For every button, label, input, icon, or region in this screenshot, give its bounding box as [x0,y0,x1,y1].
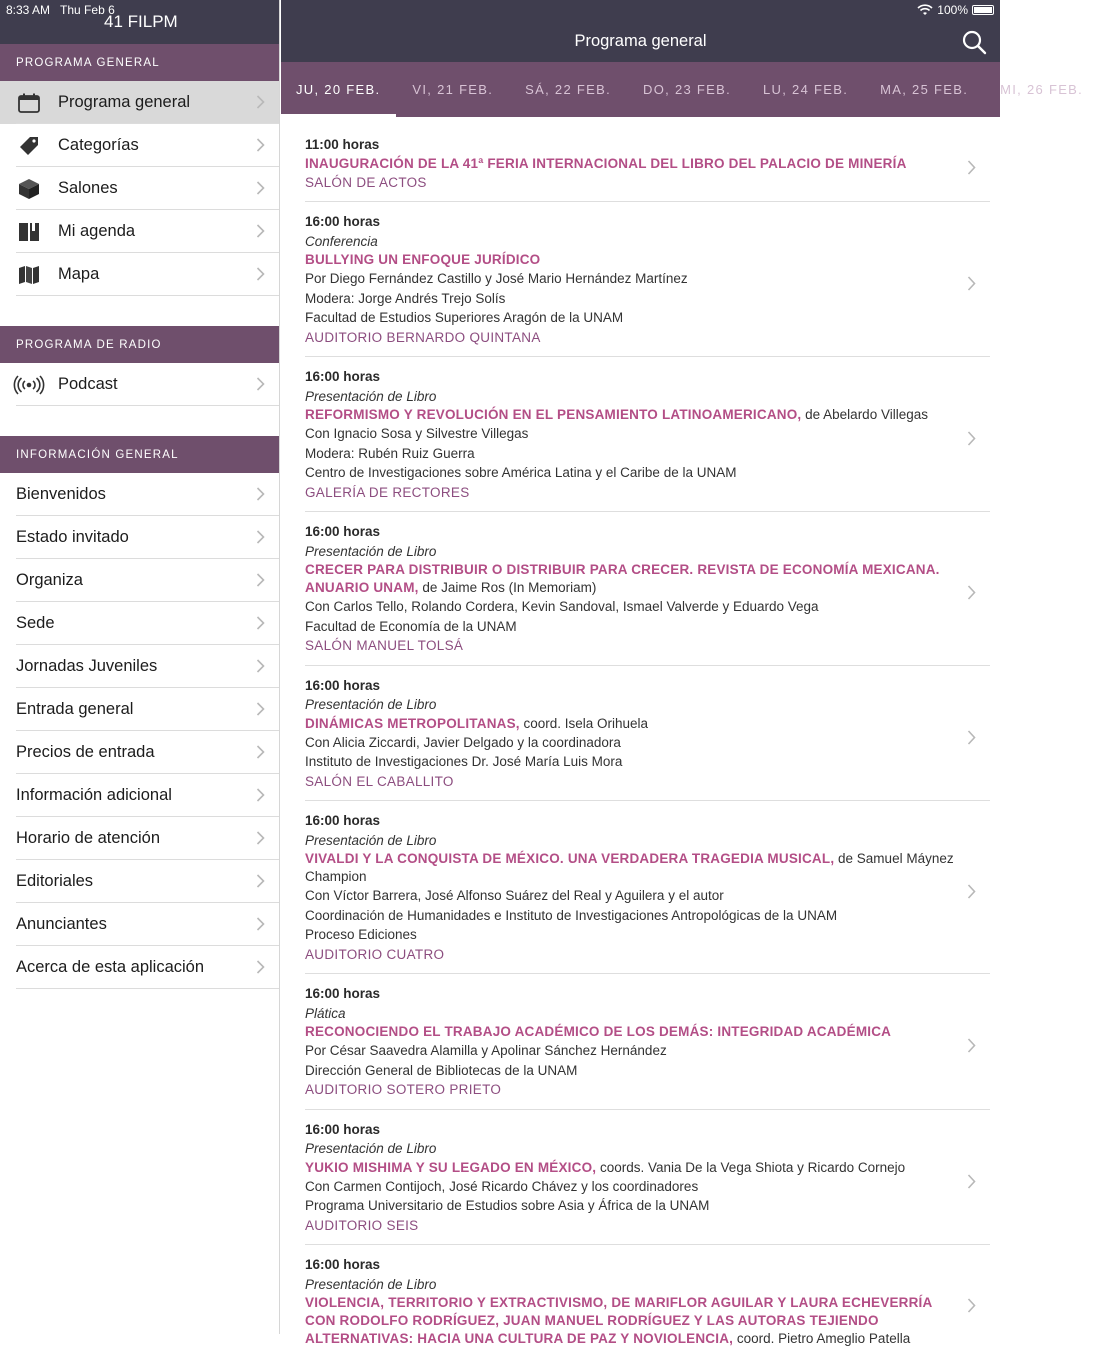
chevron-right-icon [967,1038,976,1053]
sidebar-item-label: Organiza [16,571,83,589]
event-item[interactable] [305,1255,990,1357]
event-title-line [305,1159,960,1177]
page-title: Programa general [574,32,707,50]
chevron-right-icon [256,487,265,501]
sidebar-item-label: Bienvenidos [16,485,106,503]
chevron-right-icon [256,831,265,845]
tag-icon [16,135,42,157]
chevron-right-icon [256,377,265,391]
event-title: VIOLENCIA, TERRITORIO Y EXTRACTIVISMO, DE MARIFLOR AGUILAR Y LAURA ECHEVERRÍA CON RODOLFO RODRÍGUEZ, JUAN MANUEL RODRÍGUEZ Y LAS AUTORAS TEJIENDO ALTERNATIVAS: HACIA UNA CULTURA DE PAZ Y NOVIOLENCIA, [305,1295,932,1346]
sidebar-item-label: Estado invitado [16,528,129,546]
sidebar-item-mi-agenda[interactable] [0,210,279,253]
sidebar-item-label: Acerca de esta aplicación [16,958,205,976]
event-detail: Programa Universitario de Estudios sobre Asia y África de la UNAM [305,1198,710,1213]
chevron-right-icon [256,616,265,630]
sidebar-item-organiza[interactable] [0,559,279,602]
sidebar-item-label: Información adicional [16,786,172,804]
sidebar-item-editoriales[interactable] [0,860,279,903]
chevron-right-icon [256,702,265,716]
event-venue: SALÓN EL CABALLITO [305,773,454,789]
event-item[interactable] [305,811,990,974]
broadcast-icon [16,374,42,396]
chevron-right-icon [256,659,265,673]
event-detail: Con Carmen Contijoch, José Ricardo Chávez y los coordinadores [305,1178,699,1194]
chevron-right-icon [256,267,265,281]
event-time: 11:00 horas [305,137,380,152]
chevron-right-icon [967,1174,976,1189]
sidebar-item-podcast[interactable] [0,363,279,406]
sidebar-item-label: Editoriales [16,872,94,890]
event-venue: AUDITORIO SOTERO PRIETO [305,1082,502,1097]
sidebar-item-label: Precios de entrada [16,743,155,761]
tab-do-23-feb[interactable]: DO, 23 FEB. [643,82,732,97]
event-item[interactable] [305,367,990,512]
date-tabs [281,62,1084,117]
section-spacer [0,296,279,326]
event-venue: AUDITORIO BERNARDO QUINTANA [305,329,541,345]
event-title: YUKIO MISHIMA Y SU LEGADO EN MÉXICO, [305,1159,597,1175]
event-title-line [305,406,960,424]
main-panel [281,0,1084,1346]
sidebar-item-bienvenidos[interactable] [0,473,279,516]
sidebar [0,0,280,1334]
chevron-right-icon [256,224,265,238]
event-list [281,117,1000,1357]
event-detail: Proceso Ediciones [305,927,417,942]
chevron-right-icon [967,431,976,446]
tab-vi-21-feb[interactable]: VI, 21 FEB. [412,82,494,97]
cube-icon [16,178,42,200]
chevron-right-icon [967,884,976,899]
event-detail: Por César Saavedra Alamilla y Apolinar Sánchez Hernández [305,1043,667,1058]
event-title: RECONOCIENDO EL TRABAJO ACADÉMICO DE LOS DEMÁS: INTEGRIDAD ACADÉMICA [305,1024,892,1039]
event-detail: Modera: Rubén Ruiz Guerra [305,445,475,461]
event-detail: Con Ignacio Sosa y Silvestre Villegas [305,426,529,441]
event-title-line [305,1023,960,1041]
sidebar-item-estado-invitado[interactable] [0,516,279,559]
event-detail: Coordinación de Humanidades e Instituto de Investigaciones Antropológicas de la UNAM [305,907,838,923]
event-type: Presentación de Libro [305,697,437,712]
section-header-informacion-general: INFORMACIÓN GENERAL [0,436,279,473]
event-time: 16:00 horas [305,1121,381,1137]
event-author: de Samuel Máynez Champion [305,851,954,884]
book-icon [16,221,42,243]
chevron-right-icon [256,788,265,802]
event-title: DINÁMICAS METROPOLITANAS, [305,715,520,731]
event-time: 16:00 horas [305,369,381,384]
sidebar-sections [0,44,279,989]
sidebar-item-label: Mapa [58,265,100,283]
sidebar-item-acerca-de-esta-aplicacion[interactable] [0,946,279,989]
sidebar-item-categorias[interactable] [0,124,279,167]
event-detail: Facultad de Estudios Superiores Aragón de la UNAM [305,310,624,325]
sidebar-item-label: Entrada general [16,700,134,718]
search-icon[interactable] [962,30,986,54]
event-title: INAUGURACIÓN DE LA 41ª FERIA INTERNACIONAL DEL LIBRO DEL PALACIO DE MINERÍA [305,155,907,171]
event-item[interactable] [305,135,990,202]
sidebar-item-jornadas-juveniles[interactable] [0,645,279,688]
chevron-right-icon [967,585,976,600]
chevron-right-icon [967,276,976,291]
event-title-line [305,251,960,269]
event-detail: Por Diego Fernández Castillo y José Mario Hernández Martínez [305,271,688,286]
event-type: Presentación de Libro [305,832,437,848]
wifi-icon [917,4,933,16]
sidebar-item-sede[interactable] [0,602,279,645]
sidebar-item-label: Programa general [58,93,191,111]
event-detail: Instituto de Investigaciones Dr. José María Luis Mora [305,754,623,769]
event-title-line [305,155,960,173]
sidebar-item-label: Sede [16,614,55,632]
event-time: 16:00 horas [305,813,381,828]
battery-percent: 100% [937,3,968,17]
sidebar-item-horario-de-atencion[interactable] [0,817,279,860]
event-type: Presentación de Libro [305,388,437,404]
event-detail: Centro de Investigaciones sobre América Latina y el Caribe de la UNAM [305,465,737,480]
tab-sa-22-feb[interactable]: SÁ, 22 FEB. [525,82,612,97]
chevron-right-icon [256,917,265,931]
chevron-right-icon [256,745,265,759]
event-type: Presentación de Libro [305,543,437,559]
event-time: 16:00 horas [305,1257,381,1272]
sidebar-item-programa-general[interactable] [0,81,279,124]
event-venue: SALÓN DE ACTOS [305,174,427,190]
event-time: 16:00 horas [305,986,381,1001]
event-author: de Abelardo Villegas [801,407,928,422]
event-detail: Dirección General de Bibliotecas de la UNAM [305,1062,578,1078]
sidebar-item-label: Categorías [58,136,139,154]
event-time: 16:00 horas [305,677,381,693]
calendar-icon [16,92,42,114]
section-header-programa-general: PROGRAMA GENERAL [0,44,279,81]
event-title-line [305,850,960,886]
event-venue: AUDITORIO CUATRO [305,946,445,962]
event-author: coords. Vania De la Vega Shiota y Ricardo Cornejo [596,1159,906,1175]
event-detail: Con Carlos Tello, Rolando Cordera, Kevin Sandoval, Ismael Valverde y Eduardo Vega [305,599,819,614]
event-type: Presentación de Libro [305,1276,437,1292]
event-type: Presentación de Libro [305,1141,437,1156]
chevron-right-icon [256,181,265,195]
event-venue: SALÓN MANUEL TOLSÁ [305,638,464,653]
event-item[interactable] [305,522,990,666]
chevron-right-icon [967,1298,976,1313]
app-title: 41 FILPM [104,12,178,31]
event-detail: Facultad de Economía de la UNAM [305,618,517,634]
event-title: CRECER PARA DISTRIBUIR O DISTRIBUIR PARA CRECER. REVISTA DE ECONOMÍA MEXICANA. ANUARIO UNAM, [305,562,940,595]
event-title: BULLYING UN ENFOQUE JURÍDICO [305,252,541,267]
sidebar-item-salones[interactable] [0,167,279,210]
event-title-line [305,1294,960,1348]
status-indicators [917,3,994,17]
event-author: coord. Pietro Ameglio Patella [733,1331,911,1346]
battery-icon [972,5,994,15]
chevron-right-icon [256,573,265,587]
event-item[interactable] [305,212,990,357]
sidebar-item-label: Salones [58,179,118,197]
chevron-right-icon [256,530,265,544]
event-item[interactable] [305,1120,990,1246]
event-author: de Jaime Ros (In Memoriam) [418,580,597,595]
event-venue: GALERÍA DE RECTORES [305,484,470,500]
nav-bar [281,0,1000,62]
status-time: 8:33 AM Thu Feb 6 [6,3,115,17]
event-title-line [305,561,960,597]
sidebar-header [0,0,279,44]
sidebar-item-informacion-adicional[interactable] [0,774,279,817]
tab-mi-26-feb[interactable]: MI, 26 FEB. [1000,82,1084,97]
event-item[interactable] [305,984,990,1110]
event-detail: Modera: Jorge Andrés Trejo Solís [305,290,506,306]
event-title: VIVALDI Y LA CONQUISTA DE MÉXICO. UNA VERDADERA TRAGEDIA MUSICAL, [305,851,835,866]
sidebar-item-label: Anunciantes [16,915,107,933]
event-title: REFORMISMO Y REVOLUCIÓN EN EL PENSAMIENTO LATINOAMERICANO, [305,407,802,422]
event-venue: AUDITORIO SEIS [305,1217,419,1233]
section-header-programa-de-radio: PROGRAMA DE RADIO [0,326,279,363]
tab-ma-25-feb[interactable]: MA, 25 FEB. [880,82,969,97]
chevron-right-icon [256,138,265,152]
event-type: Conferencia [305,233,378,249]
event-type: Plática [305,1005,346,1021]
sidebar-item-anunciantes[interactable] [0,903,279,946]
chevron-right-icon [256,95,265,109]
event-title-line [305,715,960,733]
sidebar-item-label: Mi agenda [58,222,136,240]
sidebar-item-precios-de-entrada[interactable] [0,731,279,774]
event-detail: Con Víctor Barrera, José Alfonso Suárez del Real y Aguilera y el autor [305,888,724,903]
map-icon [16,264,42,286]
sidebar-item-label: Podcast [58,375,118,393]
sidebar-item-label: Horario de atención [16,829,161,847]
sidebar-item-label: Jornadas Juveniles [16,657,158,675]
tab-ju-20-feb[interactable]: JU, 20 FEB. [281,62,396,117]
event-time: 16:00 horas [305,524,381,539]
event-author: coord. Isela Orihuela [519,715,649,731]
tab-lu-24-feb[interactable]: LU, 24 FEB. [763,82,849,97]
chevron-right-icon [256,874,265,888]
event-detail: Con Alicia Ziccardi, Javier Delgado y la coordinadora [305,734,621,750]
chevron-right-icon [967,160,976,175]
section-spacer [0,406,279,436]
event-item[interactable] [305,676,990,802]
event-time: 16:00 horas [305,214,381,229]
chevron-right-icon [967,730,976,745]
sidebar-item-entrada-general[interactable] [0,688,279,731]
sidebar-item-mapa[interactable] [0,253,279,296]
chevron-right-icon [256,960,265,974]
